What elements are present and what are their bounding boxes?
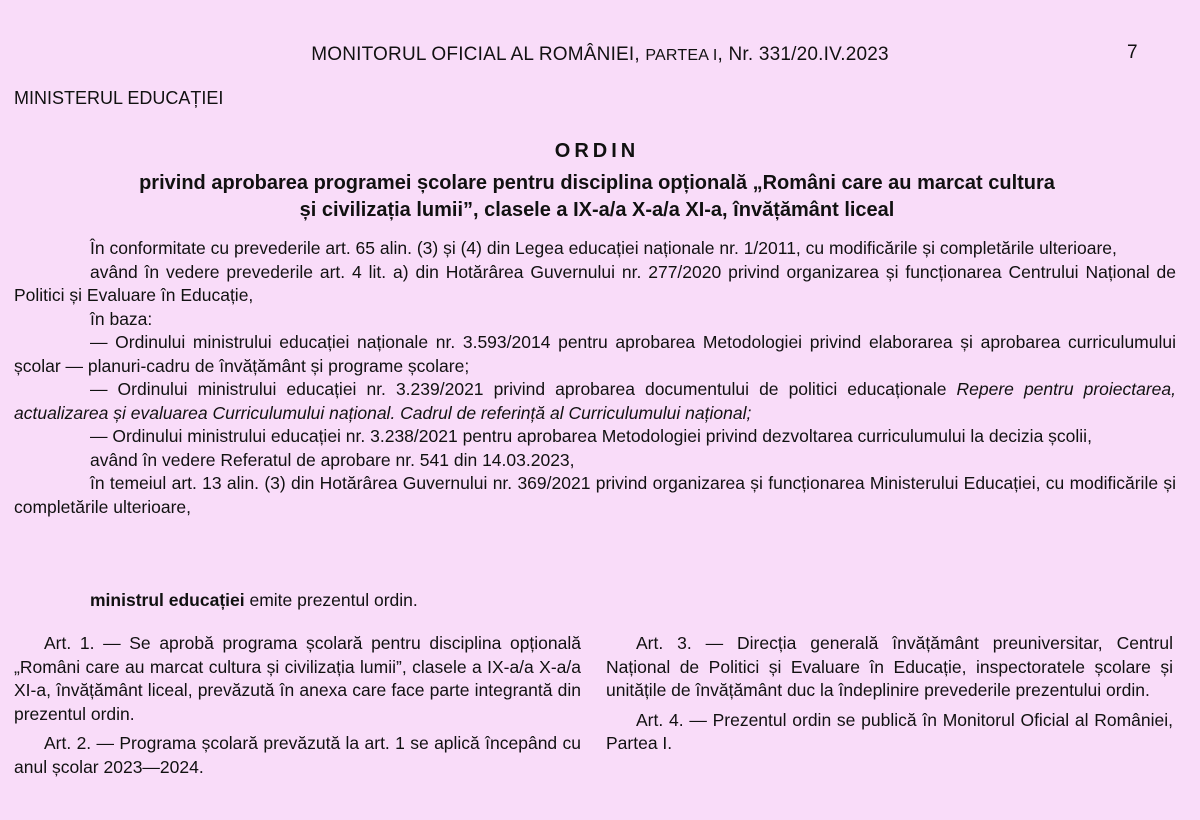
- subtitle-line-2: și civilizația lumii”, clasele a IX-a/a X-a/a XI-a, învățământ liceal: [299, 199, 895, 221]
- preamble-paragraph: — Ordinului ministrului educației nr. 3.238/2021 pentru aprobarea Metodologiei privind dezvoltarea curriculumului la decizia școlii,: [90, 426, 1092, 446]
- preamble-paragraph: în temeiul art. 13 alin. (3) din Hotărârea Guvernului nr. 369/2021 privind organizarea și funcționarea Ministerului Educației, cu modificările și completările ulterioare,: [14, 473, 1176, 517]
- document-title: ORDIN: [554, 140, 640, 162]
- preamble-item-italic: Repere pentru proiectarea, actualizarea și evaluarea Curriculumului național. Cadrul de referință al Curriculumului național;: [14, 379, 1177, 423]
- header-issue: , Nr. 331/20.IV.2023: [717, 44, 889, 65]
- preamble-paragraph: în baza:: [90, 308, 153, 329]
- preamble-paragraph: având în vedere Referatul de aprobare nr. 541 din 14.03.2023,: [90, 449, 575, 470]
- minister-label: ministrul educației: [90, 590, 245, 610]
- preamble-item-prefix: — Ordinului ministrului educației nr. 3.239/2021 privind aprobarea documentului de politici educaționale: [90, 379, 957, 399]
- issuing-ministry: MINISTERUL EDUCAȚIEI: [14, 88, 224, 108]
- issuing-text: emite prezentul ordin.: [244, 590, 418, 610]
- preamble-paragraph-italic: [14, 378, 1176, 425]
- preamble-paragraph: În conformitate cu prevederile art. 65 alin. (3) și (4) din Legea educației naționale nr. 1/2011, cu modificările și completările ulterioare,: [90, 238, 1117, 258]
- page-header: [0, 44, 1200, 66]
- article: Art. 1. — Se aprobă programa școlară pentru disciplina opțională „Români care au marcat cultura și civilizația lumii”, clasele a IX-a/a X-a/a XI-a, învățământ liceal, prevăzută în anexa care face parte integrantă din prezentul ordin.: [14, 633, 581, 724]
- article: Art. 4. — Prezentul ordin se publică în Monitorul Oficial al României, Partea I.: [606, 709, 1173, 753]
- article: Art. 2. — Programa școlară prevăzută la art. 1 se aplică începând cu anul școlar 2023—2024.: [14, 733, 581, 777]
- header-title: MONITORUL OFICIAL AL ROMÂNIEI,: [311, 44, 646, 65]
- subtitle-line-1: privind aprobarea programei școlare pentru disciplina opțională „Români care au marcat cultura: [139, 172, 1055, 194]
- document-subtitle: [20, 170, 1174, 224]
- articles-left-column: [14, 632, 581, 785]
- preamble-paragraph: având în vedere prevederile art. 4 lit. a) din Hotărârea Guvernului nr. 277/2020 privind organizarea și funcționarea Centrului Național de Politici și Evaluare în Educație,: [14, 261, 1176, 305]
- preamble: [14, 237, 1176, 519]
- article: Art. 3. — Direcția generală învățământ preuniversitar, Centrul Național de Politici și Evaluare în Educație, inspectoratele școlare și unitățile de învățământ duc la îndeplinire prevederile prezentului ordin.: [606, 633, 1173, 700]
- articles-right-column: [606, 632, 1173, 762]
- preamble-paragraph: — Ordinului ministrului educației naționale nr. 3.593/2014 pentru aprobarea Metodologiei privind elaborarea și aprobarea curriculumului școlar — planuri-cadru de învățământ și programe școlare;: [14, 332, 1176, 376]
- page-number: 7: [1127, 42, 1138, 63]
- header-part: PARTEA I: [645, 47, 718, 64]
- issuing-statement: [90, 590, 418, 611]
